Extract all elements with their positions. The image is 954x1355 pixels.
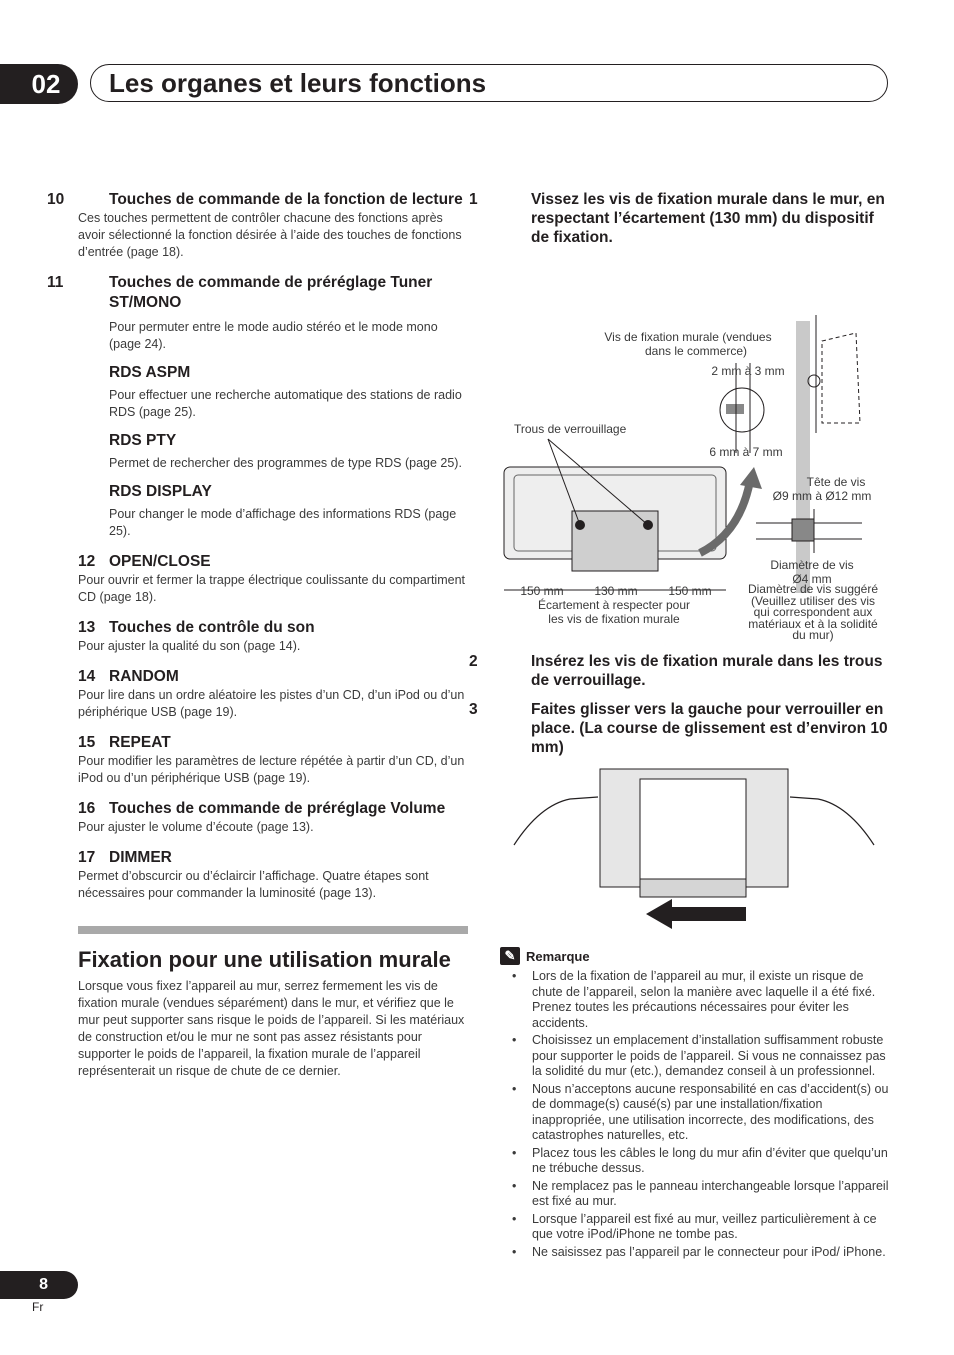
suggest-caption-line5: du mur) [792,628,834,642]
item-11-sub-rds-display: RDS DISPLAY [109,483,212,500]
note-item: • Ne remplacez pas le panneau interchangeable lorsque l’appareil est fixé au mur. [510,1179,892,1210]
locking-holes-label: Trous de verrouillage [514,422,627,436]
note-item: • Ne saisissez pas l’appareil par le connecteur pour iPod/ iPhone. [510,1245,892,1261]
item-11-sub-rds-display-text: Pour changer le mode d’affichage des informations RDS (page 25). [109,507,457,538]
arrow-head-icon [740,467,762,489]
item-11-sub-rds-aspm: RDS ASPM [109,364,191,381]
item-11-heading: 11 Touches de commande de préréglage Tuner ST/MONO [47,274,433,311]
item-14-text: Pour lire dans un ordre aléatoire les pistes d’un CD, d’un iPod ou d’un périphérique USB (page 19). [78,688,465,719]
screw-head-label-line2: Ø9 mm à Ø12 mm [772,489,872,503]
item-11-text: Pour permuter entre le mode audio stéréo et le mode mono (page 24). [109,320,438,351]
mount-bracket [572,511,658,571]
suggest-caption-line2: (Veuillez utiliser des vis [750,593,876,608]
suggest-caption-line1: Diamètre de vis suggéré [747,582,879,596]
spacing-caption-line1: Écartement à respecter pour [537,598,691,612]
item-10-heading: 10 Touches de commande de la fonction de lecture [47,191,463,208]
step-3: 3 Faites glisser vers la gauche pour verrouiller en place. (La course de glissement est d’environ 10 mm) [469,701,888,756]
suggest-caption-line4: matériaux et à la solidité [748,616,878,631]
item-10-text: Ces touches permettent de contrôler chacune des fonctions après avoir sélectionné la fonction désirée à l’aide des touches de fonctions d’entrée (page 18). [78,211,462,259]
suggest-caption-line3: qui correspondent aux [753,605,873,619]
note-item: • Lorsque l’appareil est fixé au mur, veillez particulièrement à ce que votre iPod/iPhone ne tombe pas. [510,1212,892,1243]
section-title: Fixation pour une utilisation murale [78,947,451,972]
item-17-heading: 17 DIMMER [78,849,172,866]
item-16-text: Pour ajuster le volume d’écoute (page 13). [78,820,314,834]
unit-base [640,879,746,897]
slide-arrow-left-icon [646,899,672,929]
unit-side-outline [822,333,860,423]
note-item: • Placez tous les câbles le long du mur afin d’éviter que quelqu’un ne trébuche dessus. [510,1146,892,1177]
left-hand-icon [514,797,598,845]
screw-icon [726,404,744,414]
item-12-heading: 12 OPEN/CLOSE [78,553,211,570]
wall-mount-figure [500,263,892,598]
screw-head-label-line1: Tête de vis [806,475,866,489]
page-number-badge: 8 [0,1271,78,1299]
unit-display-panel [640,779,746,879]
slide-arrow-shaft [666,907,746,921]
item-11-sub-rds-pty: RDS PTY [109,432,177,449]
screws-label-line1: Vis de fixation murale (vendues [604,330,772,344]
item-11-sub-rds-aspm-text: Pour effectuer une recherche automatique des stations de radio RDS (page 25). [109,388,462,419]
dim-150-left: 150 mm [520,584,564,598]
section-text: Lorsque vous fixez l’appareil au mur, serrez fermement les vis de fixation murale (vendues séparément) dans le mur, et vérifiez que le mur peut supporter sans risque le poids de l’appareil. Si les matériaux de construction et/ou le mur ne sont pas assez résistants pour supporter le poids de l’appareil, la fixation murale de l’appareil représenterait un risque de chute de ce dernier. [78,979,465,1078]
note-item: • Lors de la fixation de l’appareil au mur, il existe un risque de chute de l’appareil, selon la manière avec laquelle il a été fixé. Prenez toutes les précautions nécessaires pour éviter les accidents. [510,969,892,1031]
slide-figure [500,765,892,935]
item-15-text: Pour modifier les paramètres de lecture répétée à partir d’un CD, d’un iPod ou d’un périphérique USB (page 19). [78,754,465,785]
item-16-heading: 16 Touches de commande de préréglage Volume [78,800,446,817]
chapter-number-badge: 02 [0,64,78,104]
left-column [47,190,468,1080]
screw-head-icon [792,519,814,541]
screw-diameter-label-line1: Diamètre de vis [770,558,854,572]
gap-2-3-label: 2 mm à 3 mm [711,364,785,378]
dim-130: 130 mm [594,584,638,598]
note-item: • Choisissez un emplacement d’installation suffisamment robuste pour supporter le poids de l’appareil. Si vous ne connaissez pas la solidité du mur (etc.), demandez conseil à un professionnel. [510,1033,892,1080]
slide-diagram [500,765,892,935]
step-2: 2 Insérez les vis de fixation murale dans les trous de verrouillage. [469,653,883,689]
item-15-heading: 15 REPEAT [78,734,171,751]
dim-150-right: 150 mm [668,584,712,598]
section-divider [78,926,468,934]
note-item: • Nous n’acceptons aucune responsabilité en cas d’accident(s) ou de dommage(s) causé(s) par une installation/fixation inappropriée, une utilisation incorrecte, des modifications, des catastrophes naturelles, etc. [510,1082,892,1144]
item-12-text: Pour ouvrir et fermer la trappe électrique coulissante du compartiment CD (page 18). [78,573,465,604]
right-column [469,190,892,1262]
item-13-heading: 13 Touches de contrôle du son [78,619,315,636]
item-14-heading: 14 RANDOM [78,668,179,685]
gap-6-7-label: 6 mm à 7 mm [709,445,783,459]
wall-strip [796,321,810,593]
notes-list [500,969,892,1260]
pencil-icon: ✎ [500,947,520,965]
right-hand-icon [790,797,874,845]
wall-mount-diagram [500,263,892,598]
item-13-text: Pour ajuster la qualité du son (page 14). [78,639,301,653]
page-language: Fr [32,1300,44,1314]
note-heading: ✎ Remarque [500,947,892,965]
screws-label-line2: dans le commerce) [644,344,748,358]
screw-diameter-label-line2: Ø4 mm [792,572,832,586]
item-11-sub-rds-pty-text: Permet de rechercher des programmes de type RDS (page 25). [109,456,462,470]
chapter-title: Les organes et leurs fonctions [90,64,888,102]
spacing-caption-line2: les vis de fixation murale [548,612,680,626]
item-17-text: Permet d’obscurcir ou d’éclaircir l’affichage. Quatre étapes sont nécessaires pour commander la luminosité (page 13). [78,869,429,900]
step-1: 1 Vissez les vis de fixation murale dans le mur, en respectant l’écartement (130 mm) du dispositif de fixation. [469,191,885,246]
